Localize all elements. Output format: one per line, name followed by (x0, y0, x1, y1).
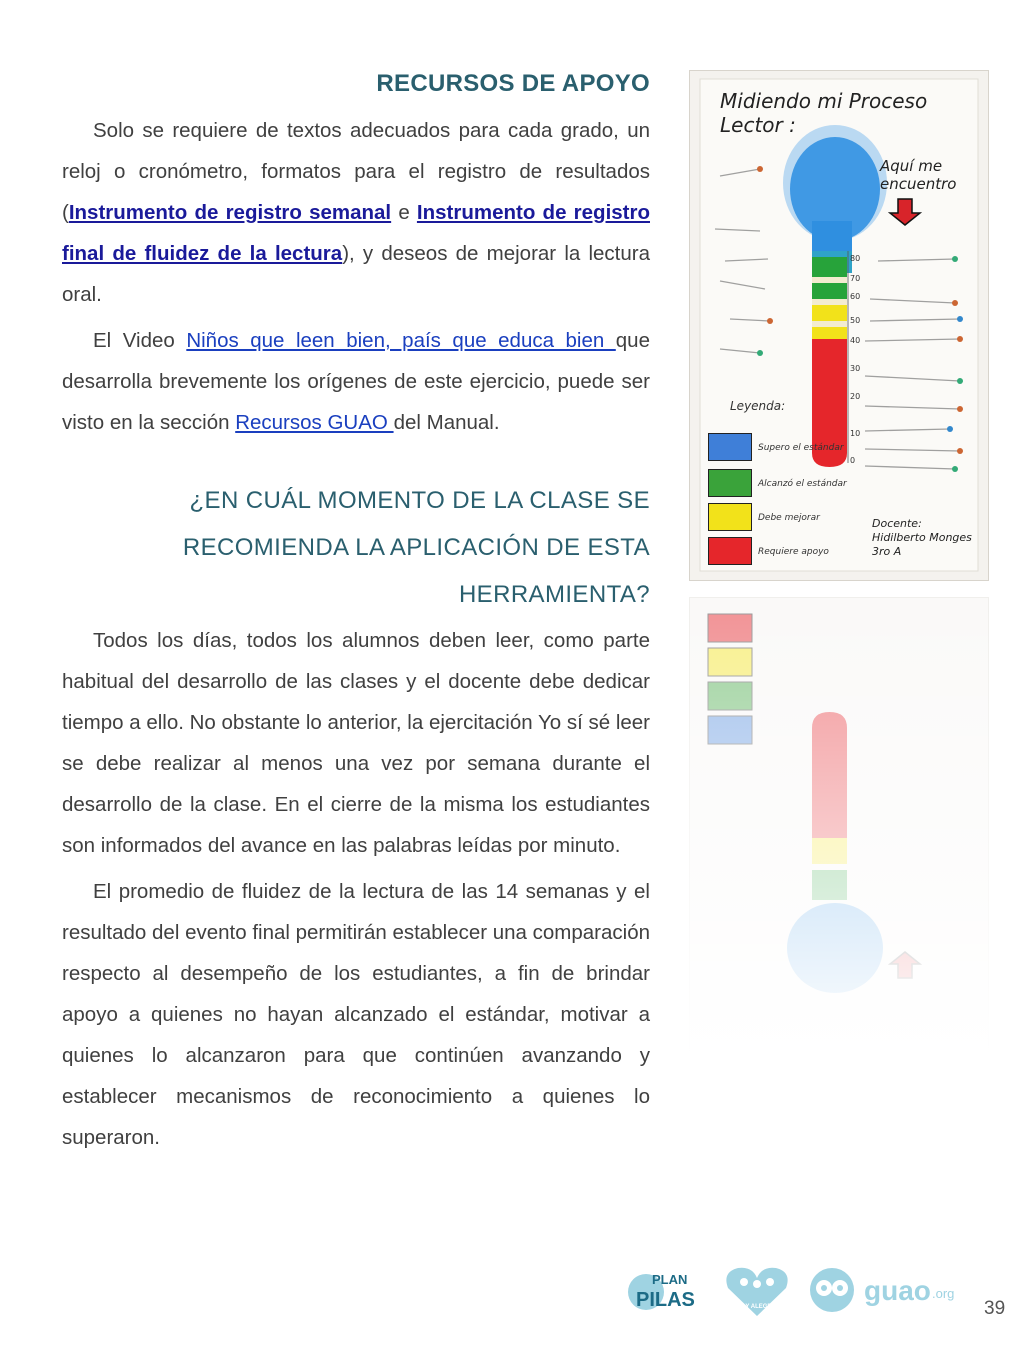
plan-pilas-text-1: PLAN (652, 1272, 688, 1287)
svg-text:20: 20 (850, 392, 861, 401)
paragraph-text: El Video (93, 329, 187, 352)
poster-here-line-2: encuentro (880, 175, 957, 193)
legend-label-requiere-apoyo: Requiere apoyo (758, 547, 829, 557)
poster-here-line-1: Aquí me (880, 157, 943, 175)
link-instrumento-registro-final[interactable]: Instrumento de registro final de fluidez de la lectura (62, 201, 650, 265)
section-title-line: ¿EN CUÁL MOMENTO DE LA CLASE SE (189, 487, 650, 514)
guao-org-text: .org (932, 1286, 955, 1301)
plan-pilas-icon (626, 1262, 704, 1318)
poster-docente (872, 517, 972, 559)
svg-text:0: 0 (850, 456, 856, 465)
paragraph-momento-2: El promedio de fluidez de la lectura de las 14 semanas y el resultado del evento final permitirán establecer una comparación respecto al desempeño de los estudiantes, a fin de brindar apoyo a quienes no hayan alcanzado el estándar, motivar a quienes lo alcanzaron para que continúen avanzando y establecer mecanismos de reconocimiento a quienes lo superaron. (62, 880, 651, 1149)
paragraph-text: ), y deseos de mejorar la lectura oral. (62, 242, 650, 306)
poster-docente-name: Hidilberto Monges (872, 531, 972, 544)
svg-text:40: 40 (850, 336, 861, 345)
fe-y-alegria-text: FE Y ALEGRÍA (736, 1304, 778, 1310)
main-text-column (62, 64, 650, 1158)
poster-photo (689, 70, 989, 581)
legend-label-supero: Supero el estándar (758, 443, 844, 453)
paragraph-text: Solo se requiere de textos adecuados para cada grado, un reloj o cronómetro, formatos para el registro de resultados ( (62, 119, 650, 224)
svg-text:30: 30 (850, 364, 861, 373)
legend-swatch-green (708, 469, 752, 497)
guao-owl-icon (808, 1262, 976, 1318)
fe-y-alegria-logo (722, 1262, 792, 1318)
section-title-line: RECOMIENDA LA APLICACIÓN DE ESTA (182, 534, 650, 561)
legend-label-debe-mejorar: Debe mejorar (758, 513, 820, 523)
legend-swatch-blue (708, 433, 752, 461)
poster-docente-grade: 3ro A (872, 545, 902, 558)
legend-label-alcanzo: Alcanzó el estándar (758, 479, 847, 489)
svg-text:50: 50 (850, 316, 861, 325)
poster-title: Midiendo mi Proceso Lector : (720, 89, 928, 137)
section-title-momento (62, 477, 650, 618)
paragraph-text: e (391, 201, 417, 224)
link-recursos-guao[interactable]: Recursos GUAO (235, 411, 394, 434)
link-instrumento-registro-semanal[interactable]: Instrumento de registro semanal (68, 201, 392, 224)
section-title-recursos: RECURSOS DE APOYO (376, 70, 650, 97)
poster-legend-title: Leyenda: (730, 399, 786, 413)
svg-text:10: 10 (850, 429, 861, 438)
paragraph-recursos-2 (62, 320, 650, 443)
section-title-line: HERRAMIENTA? (458, 581, 650, 608)
paragraph-text: que desarrolla brevemente los orígenes de este ejercicio, puede ser visto en la sección (62, 329, 650, 434)
legend-swatch-yellow (708, 503, 752, 531)
svg-text:80: 80 (850, 254, 861, 263)
guao-logo (808, 1262, 976, 1318)
svg-text:70: 70 (850, 274, 861, 283)
link-video-ninos-que-leen[interactable]: Niños que leen bien, país que educa bien (186, 329, 616, 352)
legend-swatch-red (708, 537, 752, 565)
fe-y-alegria-icon (722, 1262, 792, 1318)
svg-text:60: 60 (850, 292, 861, 301)
page-number: 39 (984, 1298, 1006, 1319)
plan-pilas-text-2: PILAS (636, 1289, 695, 1311)
poster-docente-label: Docente: (872, 517, 922, 530)
poster-here-label (880, 157, 956, 193)
poster-reflection-fade (689, 597, 989, 1060)
paragraph-momento-1: Todos los días, todos los alumnos deben leer, como parte habitual del desarrollo de las clases y el docente debe dedicar tiempo a ello. No obstante lo anterior, la ejercitación Yo sí sé leer se debe realizar al menos una vez por semana durante el desarrollo de la clase. En el cierre de la misma los estudiantes son informados del avance en las palabras leídas por minuto. (62, 629, 651, 857)
guao-text: guao (864, 1275, 931, 1306)
paragraph-text: del Manual. (393, 411, 500, 434)
plan-pilas-logo (626, 1262, 704, 1318)
paragraph-recursos-1 (62, 110, 650, 315)
footer-logos (626, 1262, 976, 1322)
